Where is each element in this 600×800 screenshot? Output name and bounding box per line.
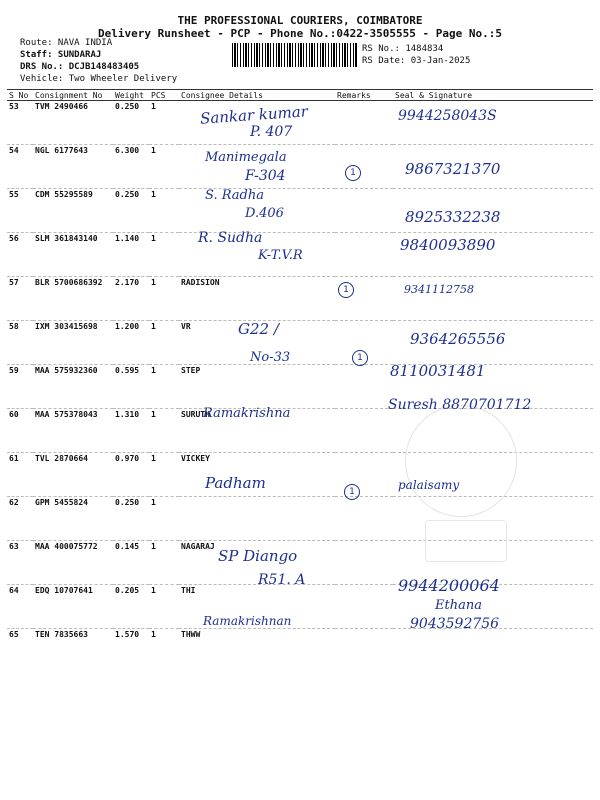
handwriting-55-flat: D.406 bbox=[245, 206, 284, 221]
table-header-row bbox=[7, 90, 593, 101]
consignment-no: SLM 361843140 bbox=[33, 233, 113, 277]
signature-59: 8110031481 bbox=[390, 362, 486, 380]
remark-mark-54: 1 bbox=[345, 165, 361, 181]
col-sno: S No bbox=[7, 90, 33, 101]
pcs: 1 bbox=[149, 277, 179, 321]
weight: 0.970 bbox=[113, 453, 149, 497]
sno: 63 bbox=[7, 541, 33, 585]
vehicle-label: Vehicle: Two Wheeler Delivery bbox=[20, 74, 178, 84]
remark-mark-59: 1 bbox=[352, 350, 368, 366]
sno: 55 bbox=[7, 189, 33, 233]
signature-65-name: Ethana bbox=[435, 598, 482, 613]
consignment-no: IXM 303415698 bbox=[33, 321, 113, 365]
remark-mark-57: 1 bbox=[338, 282, 354, 298]
consignment-no: TVL 2870664 bbox=[33, 453, 113, 497]
consignment-no: MAA 575932360 bbox=[33, 365, 113, 409]
col-signature: Seal & Signature bbox=[393, 90, 593, 101]
handwriting-59: No-33 bbox=[250, 350, 291, 365]
sno: 53 bbox=[7, 101, 33, 145]
handwriting-54-flat: F-304 bbox=[245, 168, 286, 184]
weight: 0.145 bbox=[113, 541, 149, 585]
table-row bbox=[7, 145, 593, 189]
remark-mark-62: 1 bbox=[344, 484, 360, 500]
consignment-no: EDQ 10707641 bbox=[33, 585, 113, 629]
weight: 1.310 bbox=[113, 409, 149, 453]
sno: 64 bbox=[7, 585, 33, 629]
signature-65: 9043592756 bbox=[410, 616, 500, 632]
sno: 60 bbox=[7, 409, 33, 453]
pcs: 1 bbox=[149, 365, 179, 409]
pcs: 1 bbox=[149, 101, 179, 145]
weight: 6.300 bbox=[113, 145, 149, 189]
handwriting-53-flat: P. 407 bbox=[250, 124, 293, 140]
route-label: Route: NAVA INDIA bbox=[20, 38, 113, 48]
faint-seal-stamp bbox=[405, 405, 517, 517]
consignee: THI bbox=[179, 585, 335, 629]
signature-57: 9341112758 bbox=[404, 283, 474, 296]
pcs: 1 bbox=[149, 233, 179, 277]
pcs: 1 bbox=[149, 409, 179, 453]
signature-55: 8925332238 bbox=[405, 208, 501, 226]
handwriting-58: G22 / bbox=[238, 320, 279, 338]
consignment-no: CDM 55295589 bbox=[33, 189, 113, 233]
consignee: RADISION bbox=[179, 277, 335, 321]
sno: 65 bbox=[9, 630, 19, 639]
pcs: 1 bbox=[149, 453, 179, 497]
rs-date: RS Date: 03-Jan-2025 bbox=[362, 56, 471, 66]
barcode bbox=[232, 43, 357, 67]
consignment-no: NGL 6177643 bbox=[33, 145, 113, 189]
signature-54: 9867321370 bbox=[405, 160, 501, 178]
col-pcs: PCS bbox=[149, 90, 179, 101]
weight: 1.200 bbox=[113, 321, 149, 365]
handwriting-64-flat: R51. A bbox=[258, 572, 306, 588]
table-row bbox=[7, 629, 593, 673]
consignee: NAGARAJ bbox=[179, 541, 335, 585]
consignment-no: MAA 575378043 bbox=[33, 409, 113, 453]
consignee: SURUTH bbox=[179, 409, 335, 453]
pcs: 1 bbox=[149, 189, 179, 233]
consignment-no: TEN 7835663 bbox=[35, 630, 88, 639]
col-weight: Weight bbox=[113, 90, 149, 101]
pcs: 1 bbox=[149, 145, 179, 189]
handwriting-56-name: R. Sudha bbox=[198, 230, 263, 246]
signature-58: 9364265556 bbox=[410, 330, 506, 348]
handwriting-60: Ramakrishna bbox=[203, 406, 291, 421]
signature-56: 9840093890 bbox=[400, 236, 496, 254]
signature-60: Suresh 8870701712 bbox=[388, 397, 532, 413]
pcs: 1 bbox=[149, 585, 179, 629]
consignment-no: MAA 400075772 bbox=[33, 541, 113, 585]
table-row bbox=[7, 189, 593, 233]
pcs: 1 bbox=[149, 541, 179, 585]
sno: 54 bbox=[7, 145, 33, 189]
table-row bbox=[7, 277, 593, 321]
drs-label: DRS No.: DCJB148483405 bbox=[20, 62, 140, 72]
col-consignment: Consignment No bbox=[33, 90, 113, 101]
signature-64: 9944200064 bbox=[398, 576, 500, 595]
consignment-no: TVM 2490466 bbox=[33, 101, 113, 145]
page-subtitle: Delivery Runsheet - PCP - Phone No.:0422-3505555 - Page No.:5 bbox=[98, 27, 502, 40]
sno: 58 bbox=[7, 321, 33, 365]
consignee: STEP bbox=[179, 365, 335, 409]
handwriting-65: Ramakrishnan bbox=[203, 614, 292, 628]
col-remarks: Remarks bbox=[335, 90, 393, 101]
weight: 0.595 bbox=[113, 365, 149, 409]
pcs: 1 bbox=[151, 630, 156, 639]
consignment-no: BLR 5700686392 bbox=[33, 277, 113, 321]
handwriting-53-name: Sankar kumar bbox=[199, 102, 309, 128]
rs-number: RS No.: 1484834 bbox=[362, 44, 444, 54]
pcs: 1 bbox=[149, 497, 179, 541]
weight: 0.250 bbox=[113, 497, 149, 541]
handwriting-56-area: K-T.V.R bbox=[258, 248, 303, 263]
signature-53: 9944258043S bbox=[398, 108, 497, 124]
weight: 0.205 bbox=[113, 585, 149, 629]
sno: 56 bbox=[7, 233, 33, 277]
sno: 57 bbox=[7, 277, 33, 321]
sno: 61 bbox=[7, 453, 33, 497]
table-row bbox=[7, 585, 593, 629]
consignee: VICKEY bbox=[179, 453, 335, 497]
faint-rect-stamp bbox=[425, 520, 507, 562]
handwriting-54-name: Manimegala bbox=[205, 150, 287, 165]
handwriting-55-name: S. Radha bbox=[205, 188, 264, 203]
weight: 0.250 bbox=[113, 101, 149, 145]
weight: 1.140 bbox=[113, 233, 149, 277]
weight: 0.250 bbox=[113, 189, 149, 233]
handwriting-64-name: SP Diango bbox=[218, 547, 298, 565]
staff-label: Staff: SUNDARAJ bbox=[20, 50, 102, 60]
signature-62: palaisamy bbox=[398, 478, 460, 492]
consignment-no: GPM 5455824 bbox=[33, 497, 113, 541]
sno: 62 bbox=[7, 497, 33, 541]
pcs: 1 bbox=[149, 321, 179, 365]
weight: 2.170 bbox=[113, 277, 149, 321]
consignee: THWW bbox=[181, 630, 201, 639]
sno: 59 bbox=[7, 365, 33, 409]
handwriting-62: Padham bbox=[205, 474, 266, 492]
weight: 1.570 bbox=[115, 630, 140, 639]
consignee bbox=[179, 497, 335, 541]
consignee: VR bbox=[179, 321, 335, 365]
page-title: THE PROFESSIONAL COURIERS, COIMBATORE bbox=[177, 14, 423, 27]
col-consignee: Consignee Details bbox=[179, 90, 335, 101]
